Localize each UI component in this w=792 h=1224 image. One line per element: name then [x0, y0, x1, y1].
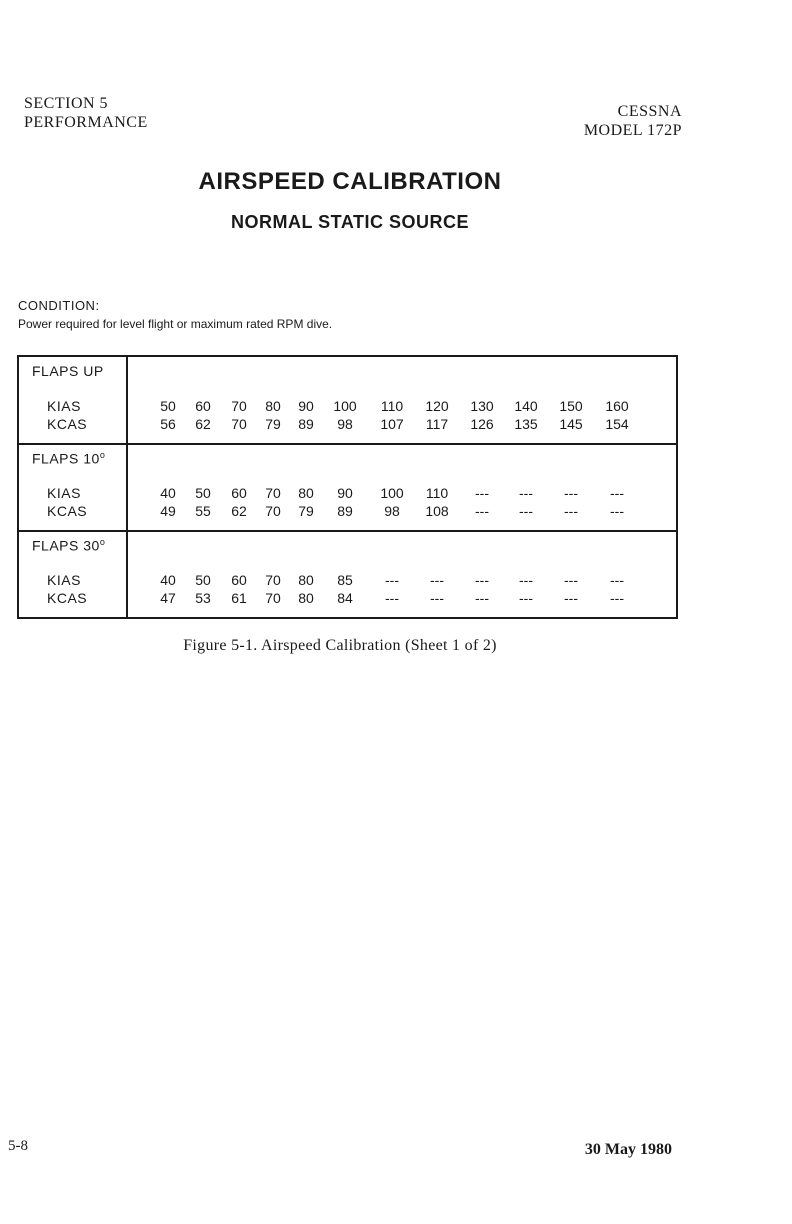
table-cell: 100 — [380, 485, 404, 501]
table-cell: 40 — [160, 485, 176, 501]
airspeed-row-label: KCAS — [47, 503, 88, 519]
table-cell: 80 — [298, 485, 314, 501]
table-cell: --- — [519, 503, 533, 519]
airspeed-row-label: KCAS — [47, 416, 88, 432]
table-cell: 50 — [195, 572, 211, 588]
table-cell: 55 — [195, 503, 211, 519]
publication-date: 30 May 1980 — [584, 1141, 672, 1158]
table-cell: 89 — [337, 503, 353, 519]
table-cell: 79 — [265, 416, 281, 432]
figure-caption: Figure 5-1. Airspeed Calibration (Sheet 1 of 2) — [183, 637, 497, 654]
table-cell: 140 — [514, 398, 538, 414]
table-cell: 154 — [605, 416, 629, 432]
airspeed-row-label: KIAS — [47, 485, 81, 501]
table-cell: --- — [385, 590, 399, 606]
table-cell: 70 — [265, 503, 281, 519]
table-cell: 84 — [337, 590, 353, 606]
airspeed-calibration-table — [17, 355, 678, 619]
table-cell: 62 — [195, 416, 211, 432]
airspeed-row-label: KCAS — [47, 590, 88, 606]
model-header — [584, 102, 682, 140]
table-cell: 70 — [231, 398, 247, 414]
table-group-divider — [19, 443, 676, 445]
table-cell: --- — [610, 590, 624, 606]
table-cell: 100 — [333, 398, 357, 414]
table-cell: 49 — [160, 503, 176, 519]
table-cell: 85 — [337, 572, 353, 588]
table-cell: --- — [610, 503, 624, 519]
table-cell: 110 — [380, 398, 404, 414]
table-cell: 130 — [470, 398, 494, 414]
table-cell: 80 — [298, 590, 314, 606]
table-cell: 40 — [160, 572, 176, 588]
table-cell: --- — [385, 572, 399, 588]
table-cell: 53 — [195, 590, 211, 606]
table-cell: 60 — [231, 572, 247, 588]
table-cell: --- — [610, 572, 624, 588]
manufacturer: CESSNA — [617, 103, 682, 120]
table-cell: 135 — [514, 416, 538, 432]
table-cell: --- — [519, 485, 533, 501]
flap-setting-text: FLAPS UP — [32, 363, 104, 379]
table-cell: 98 — [337, 416, 353, 432]
condition-label: CONDITION: — [18, 298, 100, 313]
table-cell: --- — [475, 503, 489, 519]
degree-symbol: o — [99, 537, 106, 547]
table-cell: 145 — [559, 416, 583, 432]
table-cell: --- — [564, 572, 578, 588]
table-cell: 47 — [160, 590, 176, 606]
page-number: 5-8 — [8, 1138, 28, 1154]
airspeed-row-label: KIAS — [47, 572, 81, 588]
table-cell: --- — [564, 503, 578, 519]
table-group-divider — [19, 530, 676, 532]
table-column-divider — [126, 357, 128, 617]
table-cell: 108 — [425, 503, 449, 519]
table-cell: 60 — [195, 398, 211, 414]
section-header — [24, 94, 148, 132]
table-cell: 89 — [298, 416, 314, 432]
model-name: MODEL 172P — [583, 122, 682, 139]
table-cell: 79 — [298, 503, 314, 519]
flap-setting-text: FLAPS 30 — [32, 537, 100, 554]
table-cell: 160 — [605, 398, 629, 414]
table-cell: 70 — [265, 590, 281, 606]
degree-symbol: o — [99, 450, 106, 460]
table-cell: 98 — [384, 503, 400, 519]
table-cell: --- — [610, 485, 624, 501]
table-cell: 120 — [425, 398, 449, 414]
table-cell: 107 — [380, 416, 404, 432]
section-number: SECTION 5 — [24, 95, 109, 112]
table-cell: 80 — [298, 572, 314, 588]
table-cell: 80 — [265, 398, 281, 414]
table-cell: 50 — [160, 398, 176, 414]
table-cell: 110 — [425, 485, 449, 501]
table-cell: 62 — [231, 503, 247, 519]
flap-setting-text: FLAPS 10 — [32, 450, 100, 467]
table-cell: 61 — [231, 590, 247, 606]
table-cell: --- — [519, 572, 533, 588]
flap-setting-label — [32, 450, 105, 467]
table-cell: --- — [519, 590, 533, 606]
table-cell: 126 — [470, 416, 494, 432]
table-cell: 90 — [298, 398, 314, 414]
table-cell: --- — [475, 485, 489, 501]
table-cell: 150 — [559, 398, 583, 414]
condition-text: Power required for level flight or maximum rated RPM dive. — [18, 317, 333, 331]
page-title: AIRSPEED CALIBRATION — [198, 168, 502, 195]
table-cell: 90 — [337, 485, 353, 501]
table-cell: --- — [430, 572, 444, 588]
table-cell: --- — [564, 590, 578, 606]
table-cell: --- — [475, 590, 489, 606]
page-subtitle: NORMAL STATIC SOURCE — [231, 212, 469, 232]
table-cell: 70 — [265, 485, 281, 501]
table-cell: 50 — [195, 485, 211, 501]
table-cell: 56 — [160, 416, 176, 432]
table-cell: 70 — [231, 416, 247, 432]
flap-setting-label — [32, 363, 104, 379]
table-cell: 117 — [425, 416, 449, 432]
table-cell: 60 — [231, 485, 247, 501]
airspeed-row-label: KIAS — [47, 398, 81, 414]
table-cell: 70 — [265, 572, 281, 588]
table-cell: --- — [564, 485, 578, 501]
table-cell: --- — [475, 572, 489, 588]
section-name: PERFORMANCE — [24, 114, 148, 131]
flap-setting-label — [32, 537, 105, 554]
table-cell: --- — [430, 590, 444, 606]
